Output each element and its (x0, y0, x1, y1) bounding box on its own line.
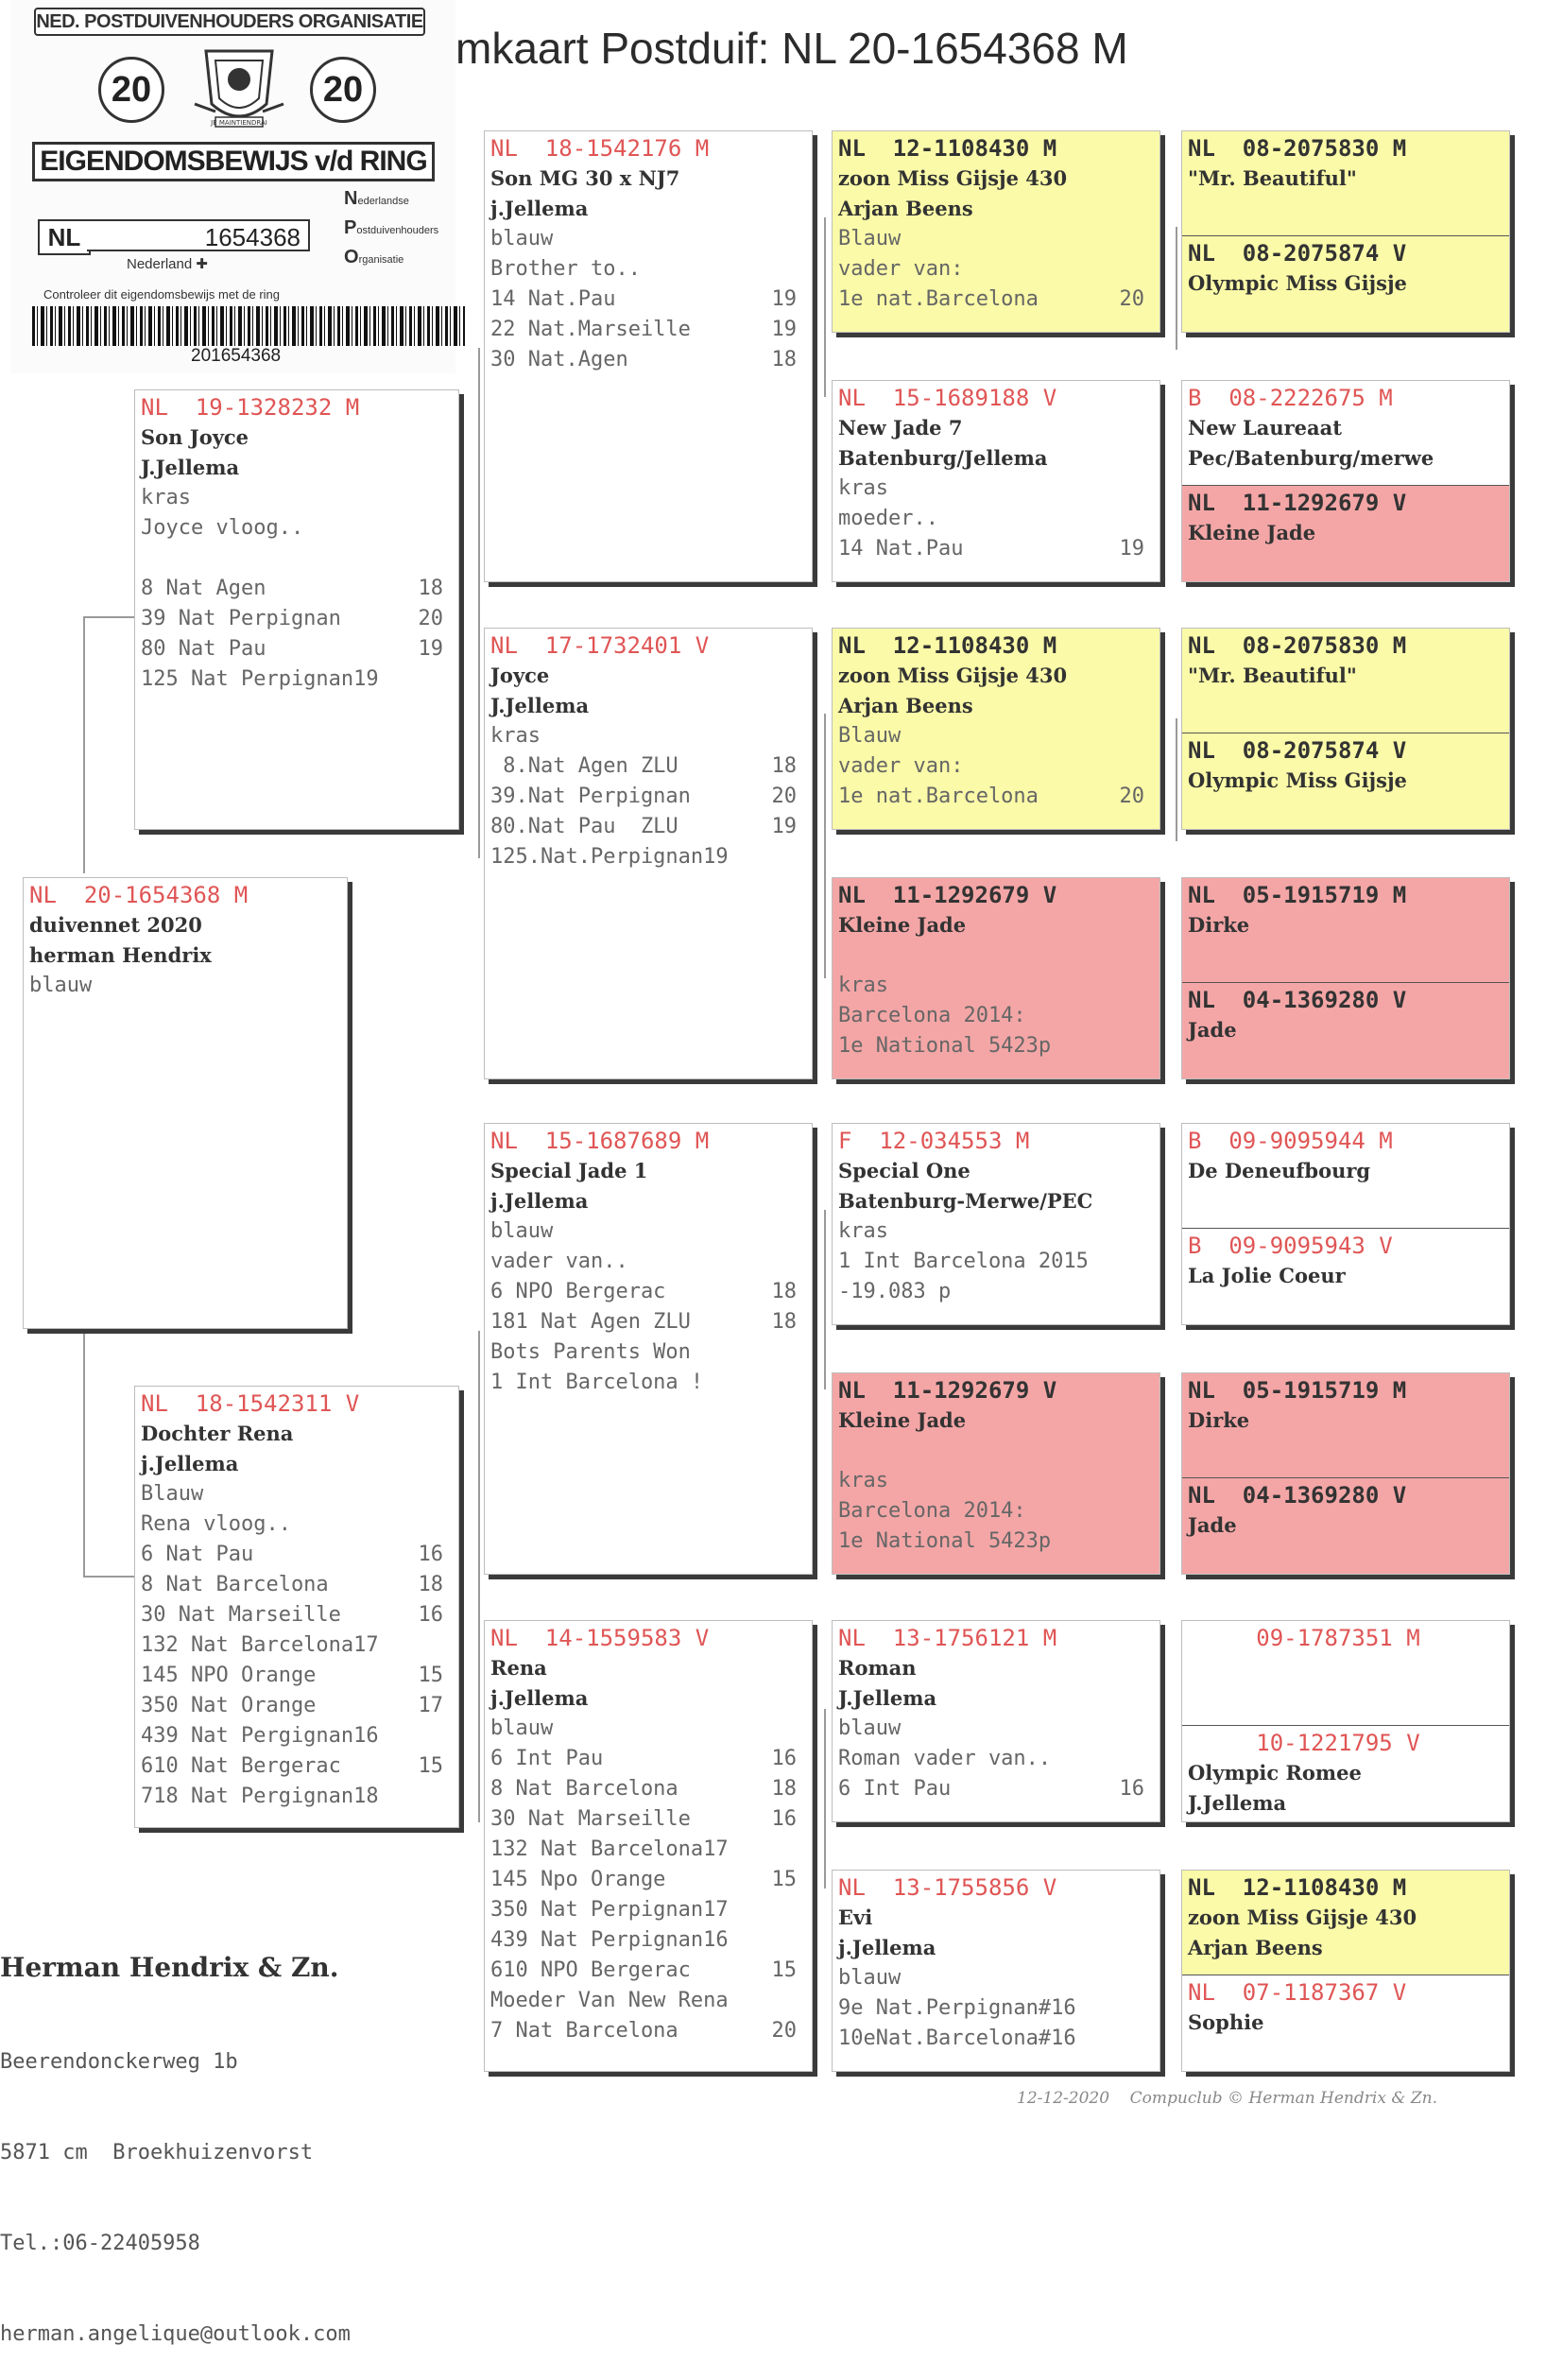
result-race: 6 Int Pau (490, 1747, 604, 1770)
result-race: 1e nat.Barcelona (838, 785, 1039, 808)
result-row (485, 1368, 812, 1398)
pigeon-name: "Mr. Beautiful" (1188, 166, 1357, 190)
result-race: 6 Nat Pau (141, 1543, 254, 1566)
gg-grandparent-dam (1182, 982, 1509, 1079)
result-year: 15 (771, 1868, 797, 1891)
pigeon-name: Special Jade 1 (490, 1159, 648, 1182)
result-row (135, 1630, 458, 1661)
result-row (485, 315, 812, 345)
barcode-number: 201654368 (191, 346, 282, 366)
pigeon-breeder: Batenburg-Merwe/PEC (838, 1189, 1093, 1213)
result-year: 19 (771, 815, 797, 838)
gg-grandparent-sire (1182, 1124, 1509, 1228)
ring-number: NL 05-1915719 M (1188, 882, 1407, 908)
ring-number: NL 11-1292679 V (1188, 490, 1407, 516)
great-grandparent-card[interactable] (832, 380, 1160, 582)
result-race: 1e nat.Barcelona (838, 287, 1039, 311)
gg-grandparent-card[interactable] (1181, 1870, 1510, 2072)
result-row (135, 1570, 458, 1600)
pigeon-color: blauw (490, 1219, 554, 1243)
certificate-nederland: Nederland ✚ (127, 256, 208, 272)
pigeon-color: Blauw (141, 1482, 204, 1506)
pigeon-name: Kleine Jade (838, 1408, 967, 1432)
pigeon-name: Dirke (1188, 1408, 1250, 1432)
connector (824, 714, 832, 978)
pigeon-info: kras (838, 1469, 888, 1492)
pigeon-info: vader van: (838, 257, 964, 281)
result-race: 145 Npo Orange (490, 1868, 666, 1891)
pigeon-breeder: J.Jellema (141, 456, 240, 479)
gg-grandparent-sire (1182, 1373, 1509, 1477)
pigeon-name: Sophie (1188, 2010, 1264, 2034)
gg-grandparent-card[interactable] (1181, 130, 1510, 333)
result-year: 18 (418, 577, 443, 600)
pigeon-info: -19.083 p (838, 1280, 952, 1303)
parent-card[interactable] (134, 1386, 459, 1828)
pigeon-name: Dochter Rena (141, 1422, 294, 1445)
connector (824, 1709, 832, 1888)
certificate-title: EIGENDOMSBEWIJS v/d RING (32, 142, 435, 181)
parent-card[interactable] (134, 389, 459, 830)
pigeon-info: 1e National 5423p (838, 1034, 1052, 1058)
result-race: 6 NPO Bergerac (490, 1280, 666, 1303)
result-race: 610 NPO Bergerac (490, 1958, 691, 1982)
ring-number: NL 08-2075874 V (1188, 240, 1407, 267)
pigeon-info: Barcelona 2014: (838, 1499, 1026, 1523)
pigeon-name: Rena (490, 1656, 547, 1680)
pigeon-remark: vader van.. (490, 1250, 628, 1273)
pigeon-remark: Brother to.. (490, 257, 641, 281)
footer (1017, 2089, 1437, 2108)
result-year: 18 (771, 1310, 797, 1334)
result-race: 125.Nat.Perpignan19 (490, 845, 729, 869)
npo-line-3: rganisatie (358, 254, 404, 266)
subject-line: herman Hendrix (29, 943, 212, 967)
result-year: 20 (1119, 785, 1144, 808)
pigeon-name: Kleine Jade (838, 913, 967, 937)
result-race: 132 Nat Barcelona17 (141, 1633, 379, 1657)
result-year: 16 (1119, 1777, 1144, 1801)
npo-letter-p: P (344, 217, 357, 238)
pigeon-name: Olympic Romee (1188, 1761, 1362, 1785)
ring-number: NL 17-1732401 V (490, 632, 710, 659)
result-year: 18 (418, 1573, 443, 1596)
breeder-email: herman.angelique@outlook.com (0, 2322, 351, 2346)
result-year: 18 (771, 1777, 797, 1801)
result-year: 18 (771, 1280, 797, 1303)
subject-line: blauw (29, 974, 93, 997)
ring-number: NL 05-1915719 M (1188, 1377, 1407, 1404)
result-race: Moeder Van New Rena (490, 1989, 729, 2012)
result-row (135, 604, 458, 634)
subject-ring: NL 20-1654368 M (29, 882, 249, 908)
result-race: 80.Nat Pau ZLU (490, 815, 678, 838)
breeder-block (0, 1888, 351, 2380)
footer-date: 12-12-2020 (1017, 2089, 1110, 2108)
gg-grandparent-card[interactable] (1181, 1620, 1510, 1822)
ring-number: NL 18-1542311 V (141, 1390, 360, 1417)
result-race: 14 Nat.Pau (490, 287, 616, 311)
ring-number: NL 15-1689188 V (838, 385, 1057, 411)
ring-number: NL 08-2075830 M (1188, 135, 1407, 162)
result-row (485, 751, 812, 782)
npo-letter-o: O (344, 247, 359, 267)
ring-number: NL 13-1755856 V (838, 1874, 1057, 1901)
ring-number: F 12-034553 M (838, 1128, 1030, 1154)
result-row (485, 1744, 812, 1774)
pigeon-name: zoon Miss Gijsje 430 (838, 166, 1068, 190)
gg-grandparent-dam (1182, 235, 1509, 333)
gg-grandparent-dam (1182, 1477, 1509, 1575)
pigeon-info: vader van: (838, 754, 964, 778)
pigeon-breeder: Batenburg/Jellema (838, 446, 1048, 470)
gg-grandparent-sire (1182, 878, 1509, 982)
pigeon-remark: Joyce vloog.. (141, 516, 304, 540)
result-race: 6 Int Pau (838, 1777, 952, 1801)
pigeon-name: Jade (1188, 1018, 1237, 1042)
result-year: 20 (418, 607, 443, 630)
result-year: 19 (1119, 537, 1144, 561)
certificate-year-right: 20 (310, 57, 376, 123)
result-race: 80 Nat Pau (141, 637, 266, 661)
ownership-certificate (11, 0, 455, 373)
result-race: 22 Nat.Marseille (490, 318, 691, 341)
result-race: 145 NPO Orange (141, 1664, 317, 1687)
result-year: 18 (771, 348, 797, 371)
pigeon-name: Olympic Miss Gijsje (1188, 271, 1407, 295)
ring-number: NL 08-2075874 V (1188, 737, 1407, 764)
result-race: 7 Nat Barcelona (490, 2019, 678, 2043)
result-race: 181 Nat Agen ZLU (490, 1310, 691, 1334)
gg-grandparent-sire (1182, 1621, 1509, 1725)
pigeon-name: New Laureaat (1188, 416, 1342, 440)
result-race: 8 Nat Barcelona (490, 1777, 678, 1801)
result-year: 16 (418, 1543, 443, 1566)
pigeon-info: blauw (838, 1716, 902, 1740)
gg-grandparent-sire (1182, 131, 1509, 235)
result-row (135, 1661, 458, 1691)
result-row (833, 534, 1159, 564)
result-row (485, 345, 812, 375)
result-year: 19 (771, 318, 797, 341)
pigeon-info: Blauw (838, 724, 902, 748)
gg-grandparent-dam (1182, 485, 1509, 582)
certificate-motto: JE MAINTIENDRAI (211, 119, 267, 127)
result-row (485, 1865, 812, 1895)
grandparent-card[interactable] (484, 1123, 813, 1575)
certificate-npo-block (344, 185, 467, 273)
pigeon-remark: Rena vloog.. (141, 1512, 291, 1536)
result-race: 439 Nat Pergignan16 (141, 1724, 379, 1748)
result-row (485, 1337, 812, 1368)
gg-grandparent-dam (1182, 733, 1509, 830)
gg-grandparent-dam (1182, 1228, 1509, 1325)
result-row (485, 285, 812, 315)
pigeon-name: Son Joyce (141, 425, 249, 449)
pigeon-info: Roman vader van.. (838, 1747, 1052, 1770)
gg-grandparent-sire (1182, 629, 1509, 733)
pigeon-color: kras (141, 486, 191, 509)
pigeon-info: 1e National 5423p (838, 1529, 1052, 1553)
pigeon-info: kras (838, 974, 888, 997)
result-race: 1 Int Barcelona ! (490, 1371, 704, 1394)
gg-grandparent-card[interactable] (1181, 628, 1510, 830)
ring-number: 10-1221795 V (1188, 1730, 1420, 1756)
grandparent-card[interactable] (484, 130, 813, 582)
pigeon-breeder: j.Jellema (490, 197, 589, 220)
great-grandparent-card[interactable] (832, 1372, 1160, 1575)
result-race: 30 Nat Marseille (490, 1807, 691, 1831)
gg-grandparent-card[interactable] (1181, 877, 1510, 1079)
ring-number: NL 12-1108430 M (1188, 1874, 1407, 1901)
great-grandparent-card[interactable] (832, 1620, 1160, 1822)
result-row (485, 842, 812, 872)
certificate-country: NL (38, 219, 91, 255)
pigeon-name: Jade (1188, 1513, 1237, 1537)
result-race: 30 Nat.Agen (490, 348, 628, 371)
result-row (485, 1986, 812, 2016)
pigeon-info: kras (838, 1219, 888, 1243)
npo-line-2: ostduivenhouders (356, 225, 439, 236)
pigeon-name: zoon Miss Gijsje 430 (1188, 1906, 1417, 1929)
connector (824, 1210, 832, 1389)
pigeon-name: La Jolie Coeur (1188, 1264, 1346, 1287)
pigeon-info: moeder.. (838, 507, 938, 530)
result-row (833, 1774, 1159, 1804)
result-row (135, 1691, 458, 1721)
npo-letter-n: N (344, 188, 358, 209)
pigeon-color: kras (490, 724, 541, 748)
result-race: 8 Nat Barcelona (141, 1573, 329, 1596)
great-grandparent-card[interactable] (832, 130, 1160, 333)
result-year: 18 (771, 754, 797, 778)
pigeon-breeder: j.Jellema (838, 1936, 936, 1959)
pigeon-color: blauw (490, 1716, 554, 1740)
cross-icon: ✚ (196, 256, 208, 272)
ring-number: NL 04-1369280 V (1188, 987, 1407, 1013)
gg-grandparent-dam (1182, 1975, 1509, 2072)
result-row (135, 634, 458, 664)
ring-number: NL 11-1292679 V (838, 1377, 1057, 1404)
result-row (485, 1956, 812, 1986)
pigeon-name: Joyce (490, 664, 550, 687)
gg-grandparent-sire (1182, 1871, 1509, 1975)
pigeon-name: Roman (838, 1656, 917, 1680)
pigeon-info: 10eNat.Barcelona#16 (838, 2026, 1076, 2050)
result-row (485, 1307, 812, 1337)
pigeon-info: 9e Nat.Perpignan#16 (838, 1996, 1076, 2020)
grandparent-card[interactable] (484, 628, 813, 1079)
breeder-city: 5871 cm Broekhuizenvorst (0, 2141, 314, 2164)
pigeon-info: kras (838, 476, 888, 500)
pigeon-name: Dirke (1188, 913, 1250, 937)
result-row (135, 574, 458, 604)
spacer (833, 1436, 1159, 1466)
result-row (135, 664, 458, 695)
result-race: 14 Nat.Pau (838, 537, 964, 561)
certificate-org: NED. POSTDUIVENHOUDERS ORGANISATIE (34, 8, 425, 36)
pigeon-color: blauw (490, 227, 554, 250)
result-row (833, 782, 1159, 812)
gg-grandparent-card[interactable] (1181, 1372, 1510, 1575)
pigeon-name: "Mr. Beautiful" (1188, 664, 1357, 687)
gg-grandparent-card[interactable] (1181, 1123, 1510, 1325)
certificate-year-left: 20 (98, 57, 164, 123)
result-row (485, 1895, 812, 1925)
pigeon-info: blauw (838, 1966, 902, 1990)
pigeon-name: De Deneufbourg (1188, 1159, 1371, 1182)
result-race: 39 Nat Perpignan (141, 607, 341, 630)
pigeon-breeder: J.Jellema (1188, 1791, 1287, 1815)
spacer (833, 940, 1159, 971)
pigeon-breeder: Pec/Batenburg/merwe (1188, 446, 1434, 470)
result-row (485, 812, 812, 842)
ring-number: B 09-9095943 V (1188, 1233, 1393, 1259)
result-year: 16 (771, 1807, 797, 1831)
ring-number: NL 12-1108430 M (838, 135, 1057, 162)
result-year: 20 (771, 2019, 797, 2043)
result-row (485, 1835, 812, 1865)
certificate-ring-number: 1654368 (87, 219, 310, 251)
pigeon-name: zoon Miss Gijsje 430 (838, 664, 1068, 687)
pigeon-name: Olympic Miss Gijsje (1188, 768, 1407, 792)
pigeon-info: Blauw (838, 227, 902, 250)
result-race: 350 Nat Orange (141, 1694, 317, 1717)
result-race: 350 Nat Perpignan17 (490, 1898, 729, 1922)
result-row (135, 1751, 458, 1782)
pigeon-name: Special One (838, 1159, 970, 1182)
result-race: 39.Nat Perpignan (490, 785, 691, 808)
ring-number: NL 13-1756121 M (838, 1625, 1057, 1651)
result-year: 20 (1119, 287, 1144, 311)
ring-number: NL 15-1687689 M (490, 1128, 710, 1154)
ring-number: NL 19-1328232 M (141, 394, 360, 421)
certificate-check-text: Controleer dit eigendomsbewijs met de ring (43, 287, 281, 302)
ring-number: NL 18-1542176 M (490, 135, 710, 162)
spacer (135, 543, 458, 574)
pigeon-info: 1 Int Barcelona 2015 (838, 1250, 1089, 1273)
ring-number: B 09-9095944 M (1188, 1128, 1393, 1154)
great-grandparent-card[interactable] (832, 1870, 1160, 2072)
result-year: 16 (418, 1603, 443, 1627)
pigeon-breeder: j.Jellema (490, 1686, 589, 1710)
ring-number: NL 04-1369280 V (1188, 1482, 1407, 1509)
connector (83, 1328, 136, 1578)
result-year: 15 (771, 1958, 797, 1982)
ring-number: 09-1787351 M (1188, 1625, 1420, 1651)
connector (824, 217, 832, 397)
gg-grandparent-sire (1182, 381, 1509, 485)
result-year: 19 (418, 637, 443, 661)
result-year: 19 (771, 287, 797, 311)
pigeon-breeder: j.Jellema (490, 1189, 589, 1213)
great-grandparent-card[interactable] (832, 877, 1160, 1079)
subject-card[interactable] (23, 877, 348, 1329)
great-grandparent-card[interactable] (832, 1123, 1160, 1325)
result-year: 16 (771, 1747, 797, 1770)
result-race: 439 Nat Perpignan16 (490, 1928, 729, 1952)
result-row (485, 1925, 812, 1956)
result-row (485, 782, 812, 812)
subject-line: duivennet 2020 (29, 913, 202, 937)
breeder-phone: Tel.:06-22405958 (0, 2232, 200, 2255)
result-row (485, 1804, 812, 1835)
pigeon-breeder: J.Jellema (838, 1686, 937, 1710)
result-row (485, 1774, 812, 1804)
gg-grandparent-card[interactable] (1181, 380, 1510, 582)
breeder-address: Beerendonckerweg 1b (0, 2050, 238, 2074)
result-row (833, 285, 1159, 315)
pigeon-breeder: J.Jellema (490, 694, 590, 717)
pigeon-name: Evi (838, 1906, 873, 1929)
ring-number: NL 08-2075830 M (1188, 632, 1407, 659)
result-row (135, 1600, 458, 1630)
pigeon-breeder: j.Jellema (141, 1452, 239, 1475)
ring-number: B 08-2222675 M (1188, 385, 1393, 411)
result-row (135, 1540, 458, 1570)
result-race: 30 Nat Marseille (141, 1603, 341, 1627)
result-race: 125 Nat Perpignan19 (141, 667, 379, 691)
gg-grandparent-dam (1182, 1725, 1509, 1822)
pigeon-breeder: Arjan Beens (838, 694, 973, 717)
result-race: Bots Parents Won (490, 1340, 691, 1364)
result-race: 718 Nat Pergignan18 (141, 1785, 379, 1808)
result-race: 610 Nat Bergerac (141, 1754, 341, 1778)
ring-number: NL 14-1559583 V (490, 1625, 710, 1651)
result-row (485, 1277, 812, 1307)
result-row (135, 1782, 458, 1812)
ring-number: NL 12-1108430 M (838, 632, 1057, 659)
pigeon-name: Son MG 30 x NJ7 (490, 166, 680, 190)
pigeon-name: New Jade 7 (838, 416, 963, 440)
grandparent-card[interactable] (484, 1620, 813, 2072)
barcode (32, 306, 465, 346)
result-race: 8.Nat Agen ZLU (490, 754, 678, 778)
result-race: 132 Nat Barcelona17 (490, 1837, 729, 1861)
result-race: 8 Nat Agen (141, 577, 266, 600)
result-year: 17 (418, 1694, 443, 1717)
result-row (135, 1721, 458, 1751)
result-row (485, 2016, 812, 2046)
ring-number: NL 11-1292679 V (838, 882, 1057, 908)
pigeon-breeder: Arjan Beens (838, 197, 973, 220)
pigeon-breeder: Arjan Beens (1188, 1936, 1323, 1959)
npo-line-1: ederlandse (357, 196, 409, 207)
page-title: mkaart Postduif: NL 20-1654368 M (455, 24, 1128, 73)
breeder-name: Herman Hendrix & Zn. (0, 1952, 339, 1983)
great-grandparent-card[interactable] (832, 628, 1160, 830)
result-year: 15 (418, 1664, 443, 1687)
ring-number: NL 07-1187367 V (1188, 1979, 1407, 2006)
connector (83, 616, 136, 873)
result-year: 15 (418, 1754, 443, 1778)
pigeon-info: Barcelona 2014: (838, 1004, 1026, 1027)
footer-credit: Compuclub © Herman Hendrix & Zn. (1129, 2089, 1438, 2108)
npo-crest-logo (187, 38, 291, 132)
pigeon-name: Kleine Jade (1188, 521, 1316, 544)
result-year: 20 (771, 785, 797, 808)
